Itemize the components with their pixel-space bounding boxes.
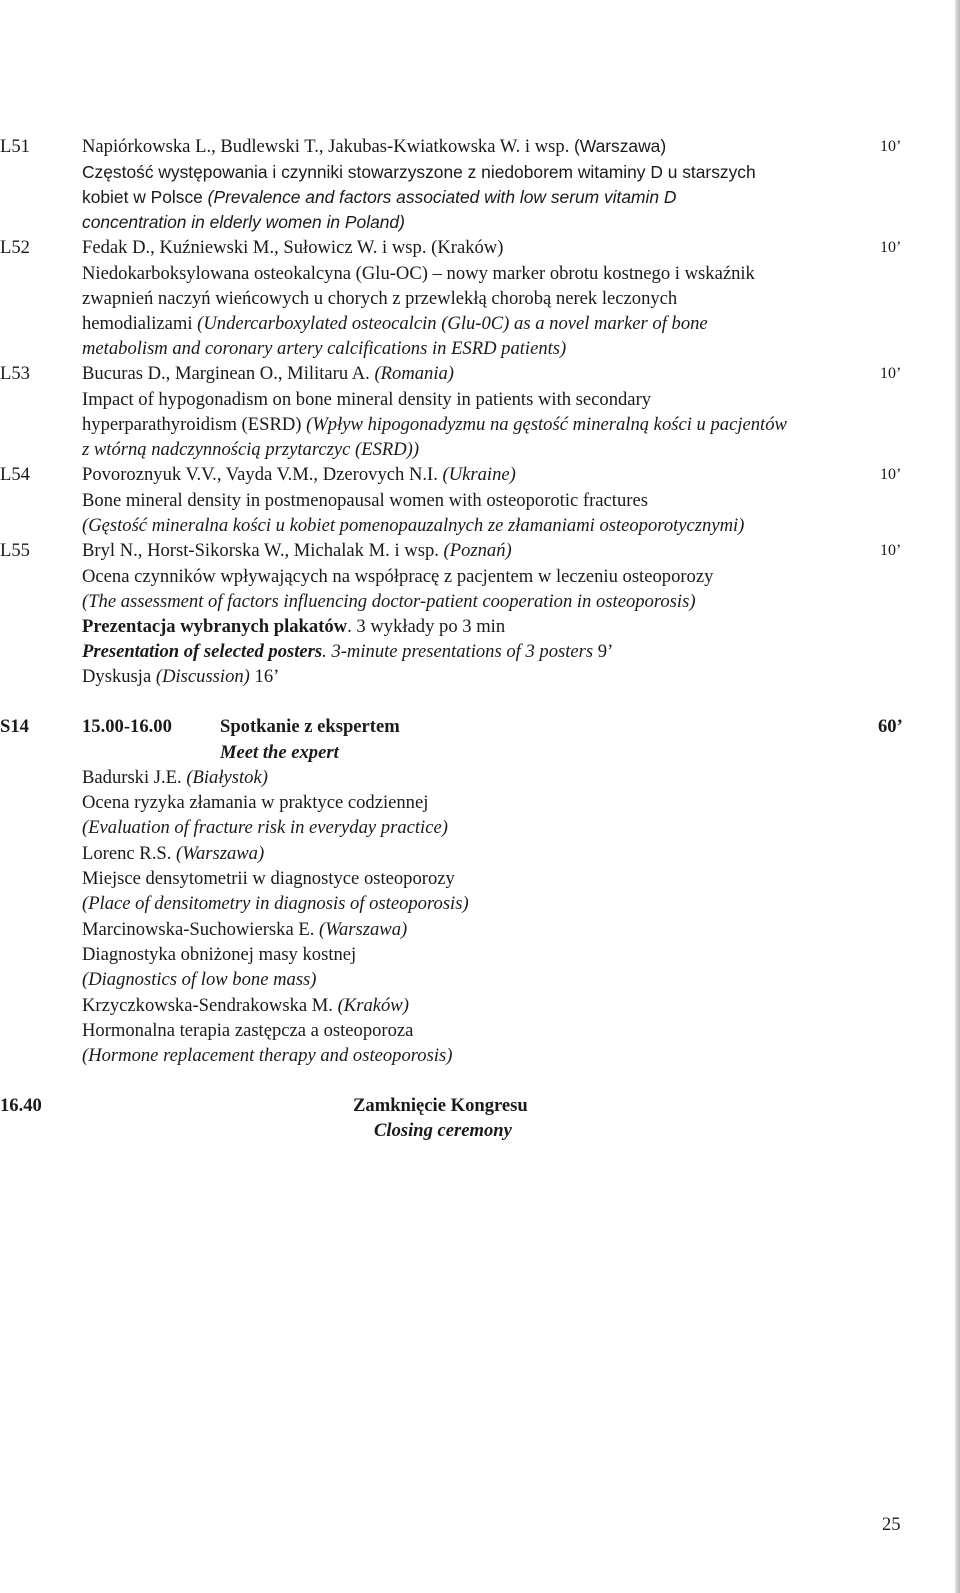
lecture-duration: 10’ [880, 138, 902, 155]
lecture-authors: Napiórkowska L., Budlewski T., Jakubas-Kwiatkowska W. i wsp. [82, 136, 570, 157]
lecture-title-pl: zwapnień naczyń wieńcowych u chorych z przewlekłą chorobą nerek leczonych [82, 288, 678, 309]
lecture-authors: Fedak D., Kuźniewski M., Sułowicz W. i wsp. [82, 237, 427, 258]
lecture-title-line [82, 313, 708, 335]
lecture-code: L52 [0, 237, 30, 258]
posters-suffix-pl: . 3 wykłady po 3 min [347, 616, 506, 637]
lecture-code: L53 [0, 363, 30, 384]
lecture-title-en: (Wpływ hipogonadyzmu na gęstość mineralną kości u pacjentów [306, 414, 787, 435]
session-title-en: Meet the expert [220, 742, 339, 763]
talk-speaker-line [82, 843, 264, 865]
lecture-authors: Povoroznyuk V.V., Vayda V.M., Dzerovych N.I. [82, 464, 438, 485]
talk-title-en: (Diagnostics of low bone mass) [82, 969, 317, 990]
talk-city: (Białystok) [186, 767, 268, 788]
talk-speaker: Krzyczkowska-Sendrakowska M. [82, 995, 333, 1016]
lecture-duration: 10’ [880, 239, 902, 256]
lecture-city: (Ukraine) [442, 464, 516, 485]
lecture-city: (Warszawa) [574, 136, 667, 156]
lecture-title-en: metabolism and coronary artery calcifications in ESRD patients) [82, 338, 567, 359]
posters-title-en: Presentation of selected posters [82, 641, 323, 662]
lecture-title-en: z wtórną nadczynnością przytarczyc (ESRD)) [82, 439, 420, 460]
lecture-duration: 10’ [880, 466, 902, 483]
posters-line-en [82, 641, 613, 663]
lecture-title-pl: hyperparathyroidism (ESRD) [82, 414, 302, 435]
closing-time: 16.40 [0, 1095, 42, 1116]
lecture-authors-line [82, 363, 454, 385]
talk-speaker-line [82, 919, 407, 941]
discussion-line [82, 666, 279, 688]
lecture-code: L54 [0, 464, 30, 485]
talk-title-pl: Miejsce densytometrii w diagnostyce osteoporozy [82, 868, 455, 889]
lecture-title-pl: Impact of hypogonadism on bone mineral density in patients with secondary [82, 389, 652, 410]
talk-title-en: (Evaluation of fracture risk in everyday practice) [82, 817, 448, 838]
posters-duration: 9’ [593, 641, 614, 662]
lecture-title-pl: Częstość występowania i czynniki stowarzyszone z niedoborem witaminy D u starszych [82, 162, 756, 182]
lecture-title-en: (Prevalence and factors associated with low serum vitamin D [207, 187, 677, 207]
lecture-authors: Bucuras D., Marginean O., Militaru A. [82, 363, 370, 384]
page-number: 25 [882, 1514, 901, 1535]
lecture-code: L55 [0, 540, 30, 561]
talk-speaker: Lorenc R.S. [82, 843, 172, 864]
discussion-pl: Dyskusja [82, 666, 152, 687]
lecture-city: (Poznań) [443, 540, 512, 561]
talk-city: (Warszawa) [176, 843, 265, 864]
lecture-city: (Kraków) [431, 237, 504, 258]
lecture-title-line [82, 414, 787, 436]
lecture-authors-line [82, 540, 512, 562]
lecture-city: (Romania) [374, 363, 454, 384]
posters-line-pl [82, 616, 505, 638]
lecture-authors-line [82, 136, 666, 158]
lecture-title-en: concentration in elderly women in Poland) [82, 212, 405, 232]
lecture-title-en: (Undercarboxylated osteocalcin (Glu-0C) as a novel marker of bone [197, 313, 708, 334]
lecture-title-line [82, 187, 676, 208]
lecture-authors-line [82, 237, 503, 259]
lecture-title-pl: Bone mineral density in postmenopausal women with osteoporotic fractures [82, 490, 648, 511]
talk-speaker-line [82, 767, 268, 789]
session-duration: 60’ [878, 716, 903, 737]
lecture-title-pl: kobiet w Polsce [82, 187, 203, 207]
posters-title-pl: Prezentacja wybranych plakatów [82, 616, 348, 637]
lecture-duration: 10’ [880, 365, 902, 382]
talk-title-en: (Place of densitometry in diagnosis of osteoporosis) [82, 893, 469, 914]
lecture-duration: 10’ [880, 542, 902, 559]
session-time: 15.00-16.00 [82, 716, 172, 737]
talk-speaker-line [82, 995, 409, 1017]
lecture-title-en: (Gęstość mineralna kości u kobiet pomenopauzalnych ze złamaniami osteoporotycznymi) [82, 515, 745, 536]
session-code: S14 [0, 716, 29, 737]
talk-title-pl: Diagnostyka obniżonej masy kostnej [82, 944, 357, 965]
lecture-title-pl: Ocena czynników wpływających na współpracę z pacjentem w leczeniu osteoporozy [82, 566, 714, 587]
discussion-en: (Discussion) [155, 666, 250, 687]
lecture-authors-line [82, 464, 516, 486]
discussion-duration: 16’ [249, 666, 280, 687]
posters-suffix-en: . 3-minute presentations of 3 posters [322, 641, 594, 662]
lecture-authors: Bryl N., Horst-Sikorska W., Michalak M. i wsp. [82, 540, 439, 561]
talk-city: (Kraków) [337, 995, 409, 1016]
page-edge-shadow [955, 0, 960, 1593]
closing-title-en: Closing ceremony [374, 1120, 512, 1141]
talk-title-pl: Ocena ryzyka złamania w praktyce codziennej [82, 792, 429, 813]
session-title-pl: Spotkanie z ekspertem [220, 716, 400, 737]
talk-title-en: (Hormone replacement therapy and osteoporosis) [82, 1045, 453, 1066]
lecture-code: L51 [0, 136, 30, 157]
lecture-title-pl: hemodializami [82, 313, 193, 334]
talk-city: (Warszawa) [319, 919, 408, 940]
talk-title-pl: Hormonalna terapia zastępcza a osteoporoza [82, 1020, 414, 1041]
lecture-title-en: (The assessment of factors influencing doctor-patient cooperation in osteoporosis) [82, 591, 696, 612]
closing-title-pl: Zamknięcie Kongresu [353, 1095, 528, 1116]
talk-speaker: Badurski J.E. [82, 767, 182, 788]
talk-speaker: Marcinowska-Suchowierska E. [82, 919, 315, 940]
lecture-title-pl: Niedokarboksylowana osteokalcyna (Glu-OC) – nowy marker obrotu kostnego i wskaźnik [82, 263, 755, 284]
